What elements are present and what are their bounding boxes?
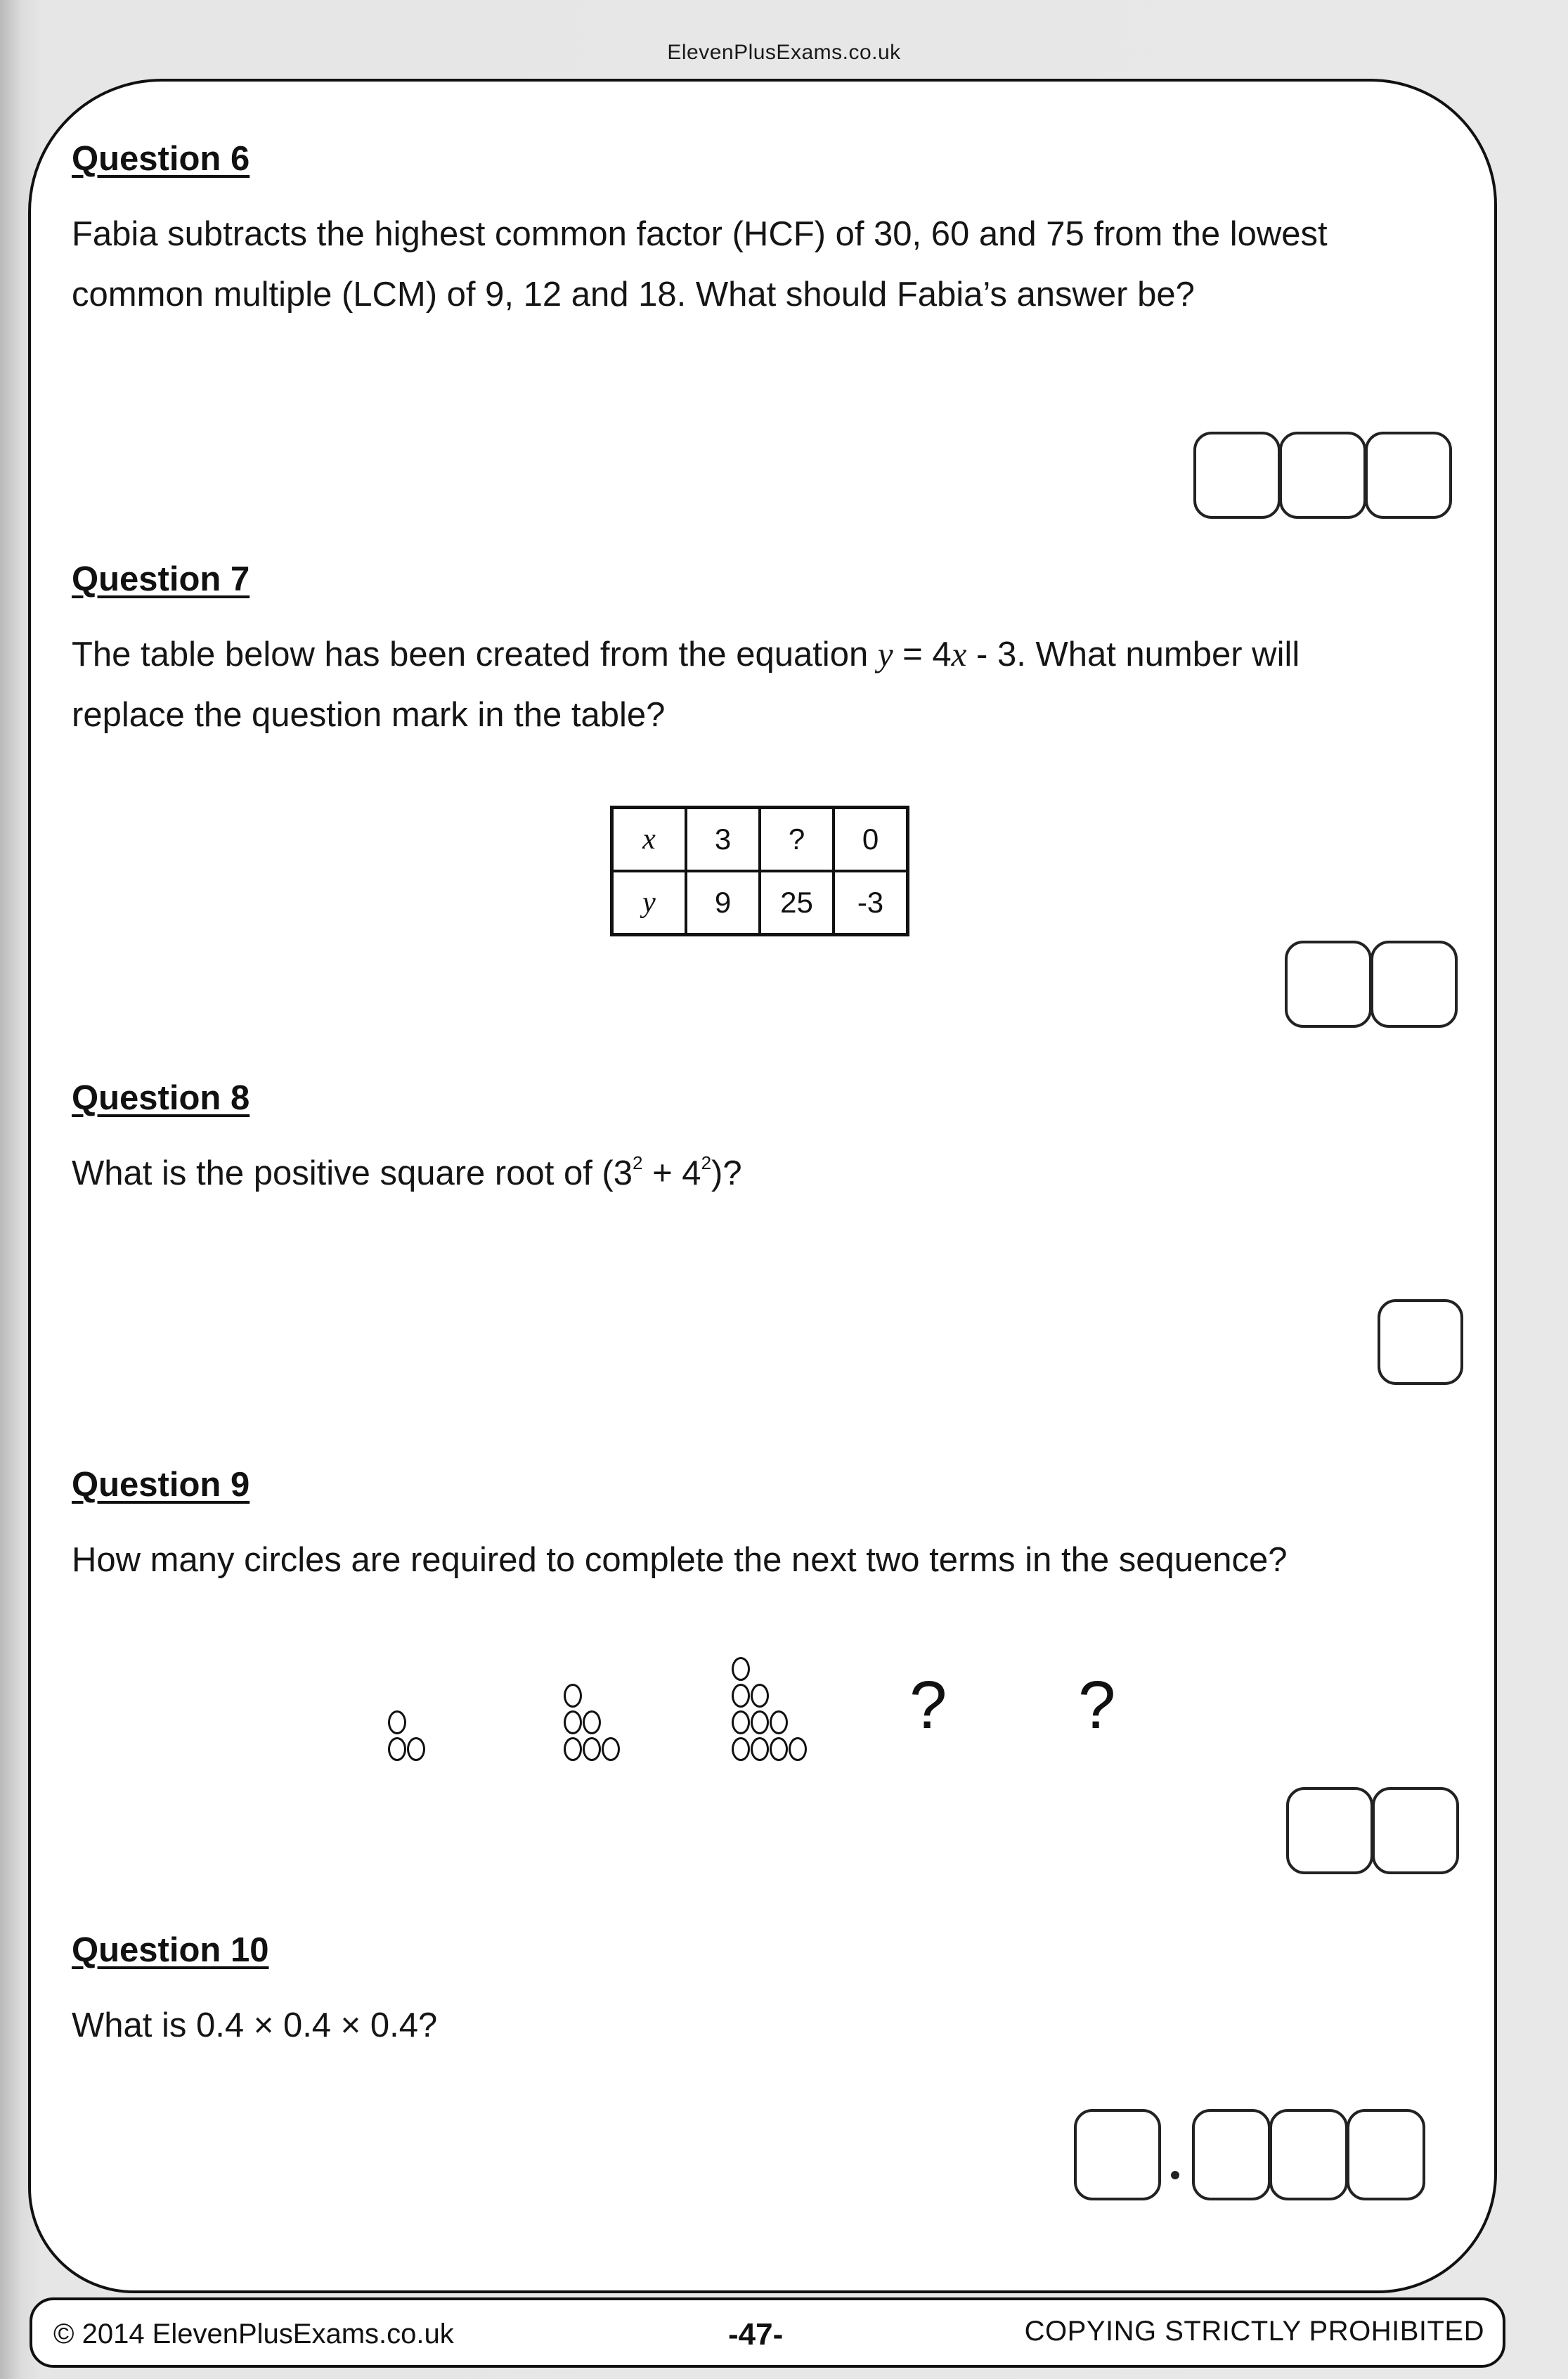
question-6-line-2: common multiple (LCM) of 9, 12 and 18. What should Fabia’s answer be? (72, 276, 1195, 314)
table-cell: 25 (760, 871, 834, 935)
circle-icon (388, 1737, 406, 1761)
question-9-title: Question 9 (72, 1466, 250, 1504)
circle-icon (407, 1737, 425, 1761)
table-row-y (612, 871, 908, 935)
table-cell-x-label: x (612, 808, 687, 872)
table-cell: -3 (834, 871, 908, 935)
circle-icon (564, 1737, 582, 1761)
footer-notice: COPYING STRICTLY PROHIBITED (1024, 2316, 1484, 2347)
question-7-line-2: replace the question mark in the table? (72, 696, 666, 734)
question-7-title: Question 7 (72, 560, 250, 598)
answer-box[interactable] (1372, 1787, 1459, 1874)
circle-icon (602, 1737, 620, 1761)
circle-sequence (388, 1656, 808, 1763)
footer-bar (30, 2297, 1505, 2368)
circle-icon (583, 1737, 601, 1761)
circle-icon (732, 1657, 750, 1681)
sequence-unknown-2: ? (1078, 1668, 1116, 1743)
answer-box-hundredths[interactable] (1269, 2109, 1348, 2200)
answer-box[interactable] (1286, 1787, 1373, 1874)
question-8-answer-boxes (1378, 1299, 1463, 1385)
question-8-text-part: What is the positive square root of (3 (72, 1154, 633, 1192)
question-9 (72, 1465, 1463, 1590)
question-10-answer-boxes (1074, 2109, 1425, 2200)
circle-icon (583, 1710, 601, 1734)
question-9-answer-boxes (1286, 1787, 1459, 1874)
question-7-text-after-equation: - 3. What number will (966, 636, 1300, 673)
question-8-text-part: )? (711, 1154, 742, 1192)
answer-box-thousandths[interactable] (1347, 2109, 1425, 2200)
question-8-title: Question 8 (72, 1079, 250, 1117)
circle-icon (751, 1710, 769, 1734)
superscript-2: 2 (701, 1152, 712, 1173)
question-7-answer-boxes (1285, 941, 1458, 1028)
answer-box[interactable] (1279, 432, 1366, 519)
question-8-text-part: + 4 (642, 1154, 701, 1192)
equation-mid: = 4 (893, 636, 952, 673)
question-6-line-1: Fabia subtracts the highest common factor (HCF) of 30, 60 and 75 from the lowest (72, 215, 1328, 253)
question-10 (72, 1930, 1463, 2056)
table-row-x (612, 808, 908, 872)
circle-icon (770, 1710, 788, 1734)
question-7-text-before-equation: The table below has been created from the equation (72, 636, 878, 673)
site-header: ElevenPlusExams.co.uk (667, 41, 901, 64)
answer-box[interactable] (1365, 432, 1452, 519)
answer-box[interactable] (1193, 432, 1281, 519)
table-cell: 9 (686, 871, 760, 935)
footer-copyright: © 2014 ElevenPlusExams.co.uk (53, 2319, 454, 2349)
question-6-text (72, 204, 1463, 325)
question-6-answer-boxes (1193, 432, 1452, 519)
superscript-2: 2 (633, 1152, 643, 1173)
question-6-title: Question 6 (72, 140, 250, 178)
question-10-title: Question 10 (72, 1931, 269, 1969)
question-8 (72, 1078, 1463, 1204)
equation-x: x (951, 635, 967, 673)
circle-icon (564, 1710, 582, 1734)
answer-box-units[interactable] (1074, 2109, 1161, 2200)
answer-box[interactable] (1378, 1299, 1463, 1385)
circle-icon (388, 1710, 406, 1734)
answer-box-tenths[interactable] (1192, 2109, 1271, 2200)
circle-icon (732, 1737, 750, 1761)
sequence-term-3 (732, 1656, 808, 1763)
circle-icon (789, 1737, 807, 1761)
question-8-text (72, 1143, 1463, 1204)
circle-icon (751, 1684, 769, 1708)
xy-table (610, 806, 909, 936)
table-cell: 3 (686, 808, 760, 872)
question-7 (72, 560, 1463, 745)
circle-icon (732, 1684, 750, 1708)
answer-box[interactable] (1285, 941, 1372, 1028)
question-10-text: What is 0.4 × 0.4 × 0.4? (72, 2006, 438, 2044)
page-card (28, 79, 1497, 2293)
circle-icon (732, 1710, 750, 1734)
page-number: -47- (728, 2317, 784, 2352)
circle-icon (564, 1684, 582, 1708)
table-cell: 0 (834, 808, 908, 872)
question-7-text (72, 624, 1463, 745)
equation-y: y (877, 635, 893, 673)
question-6 (72, 139, 1463, 325)
sequence-term-2 (564, 1683, 621, 1763)
question-9-text: How many circles are required to complete the next two terms in the sequence? (72, 1541, 1288, 1579)
sequence-unknown-1: ? (909, 1668, 947, 1743)
sequence-term-1 (388, 1710, 426, 1763)
circle-icon (751, 1737, 769, 1761)
answer-box[interactable] (1371, 941, 1458, 1028)
decimal-point-icon (1171, 2171, 1179, 2179)
table-cell-y-label: y (612, 871, 687, 935)
circle-icon (770, 1737, 788, 1761)
table-cell-unknown: ? (760, 808, 834, 872)
